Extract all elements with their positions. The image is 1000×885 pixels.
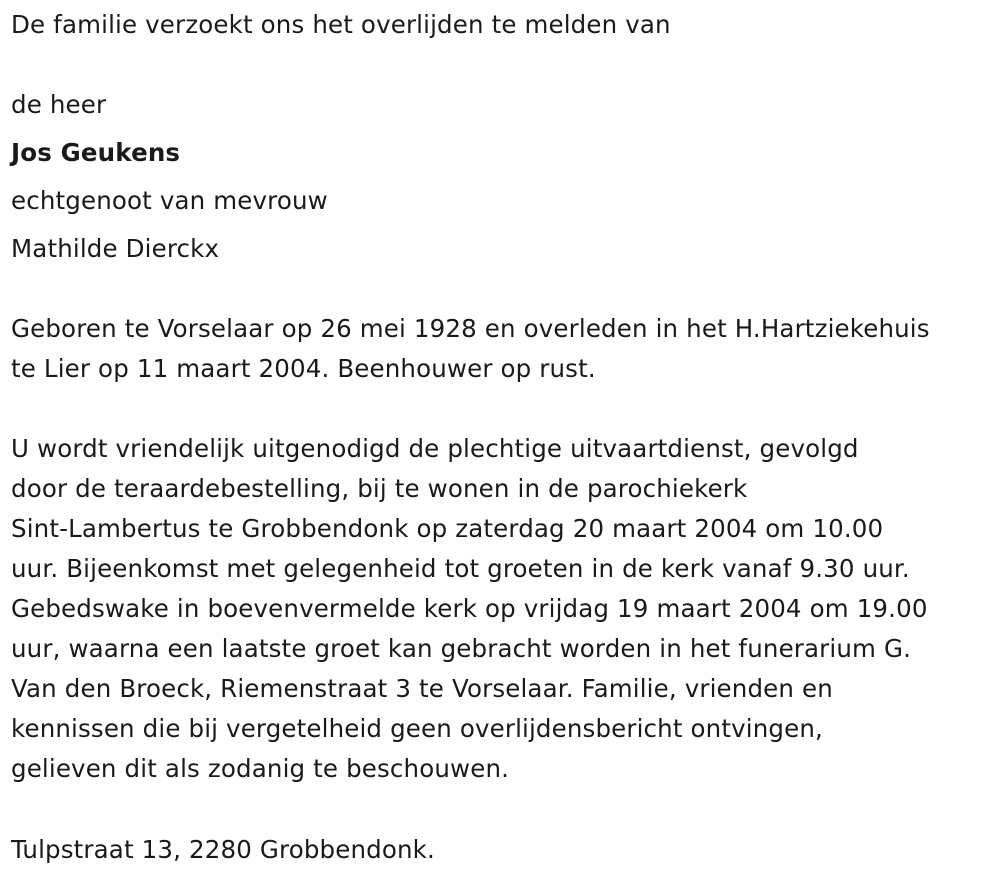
service-line: U wordt vriendelijk uitgenodigd de plechtige uitvaartdienst, gevolgd — [11, 434, 859, 463]
service-line: Sint-Lambertus te Grobbendonk op zaterdag 20 maart 2004 om 10.00 — [11, 514, 884, 543]
service-line: kennissen die bij vergetelheid geen overlijdensbericht ontvingen, — [11, 714, 823, 743]
service-line: uur, waarna een laatste groet kan gebracht worden in het funerarium G. — [11, 634, 912, 663]
birth-death-line: Geboren te Vorselaar op 26 mei 1928 en overleden in het H.Hartziekehuis — [11, 314, 930, 343]
home-address: Tulpstraat 13, 2280 Grobbendonk. — [11, 835, 435, 864]
service-line: door de teraardebestelling, bij te wonen in de parochiekerk — [11, 474, 748, 503]
deceased-name: Jos Geukens — [11, 138, 181, 167]
service-line: Van den Broeck, Riemenstraat 3 te Vorselaar. Familie, vrienden en — [11, 674, 833, 703]
birth-death-line: te Lier op 11 maart 2004. Beenhouwer op rust. — [11, 354, 596, 383]
relation-text: echtgenoot van mevrouw — [11, 186, 328, 215]
service-line: gelieven dit als zodanig te beschouwen. — [11, 754, 510, 783]
intro-text: De familie verzoekt ons het overlijden te melden van — [11, 10, 671, 39]
service-line: Gebedswake in boevenvermelde kerk op vrijdag 19 maart 2004 om 19.00 — [11, 594, 928, 623]
honorific: de heer — [11, 90, 107, 119]
service-line: uur. Bijeenkomst met gelegenheid tot groeten in de kerk vanaf 9.30 uur. — [11, 554, 910, 583]
spouse-name: Mathilde Dierckx — [11, 234, 220, 263]
